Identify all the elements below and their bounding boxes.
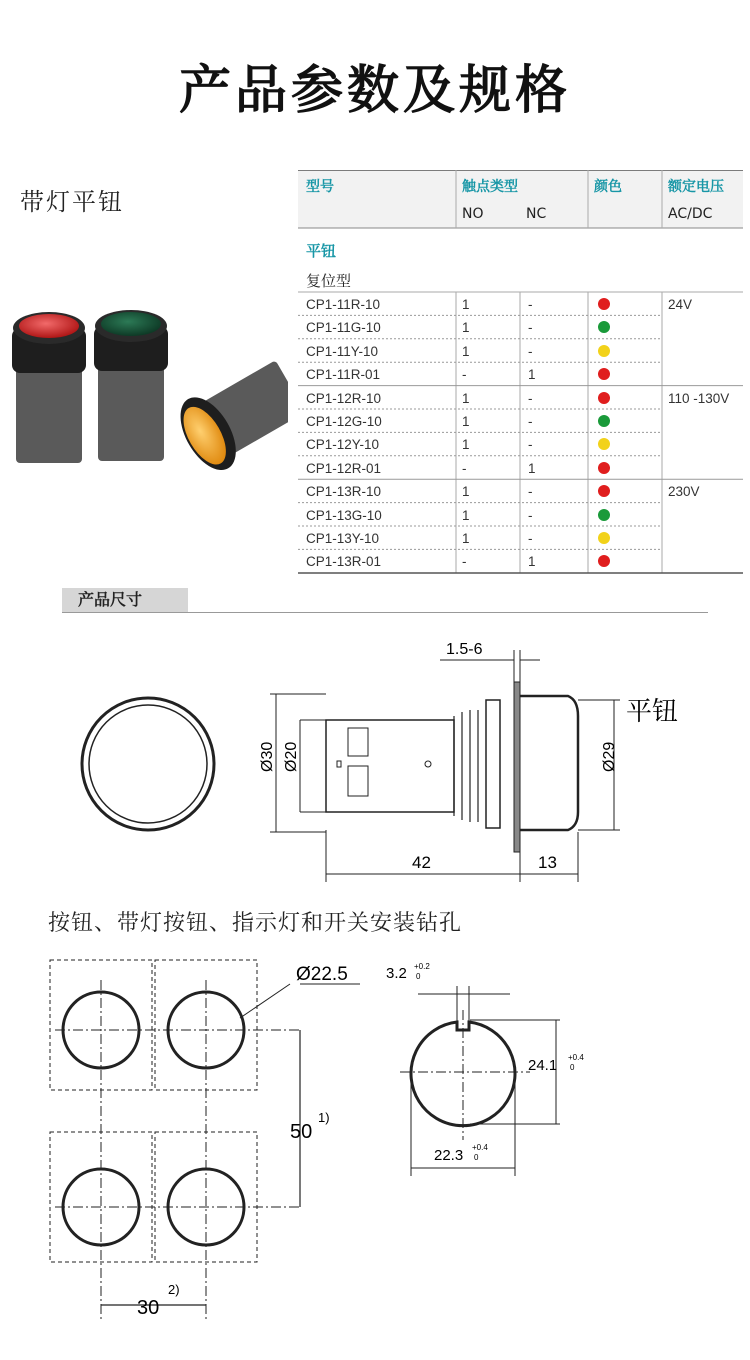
cell-model: CP1-11R-10 [306,297,381,312]
dimension-drawing [0,620,750,900]
cell-no: 1 [462,437,470,453]
cell-no: 1 [462,343,470,359]
header-voltage: 额定电压 [668,179,724,195]
hole-height-tol-top: +0.4 [568,1053,584,1062]
cell-no: 1 [462,390,470,406]
product-subtitle: 带灯平钮 [20,188,124,216]
cell-nc: 1 [528,367,536,383]
subheader-no: NO [462,206,484,222]
cell-nc: - [528,484,533,500]
table-row [298,549,743,572]
table-row [298,456,743,479]
cell-model: CP1-12Y-10 [306,437,380,453]
cell-model: CP1-13Y-10 [306,531,380,546]
drill-spacing-v: 50 [290,1121,313,1143]
page-title: 产品参数及规格 [178,61,571,121]
cell-model: CP1-13R-01 [306,554,382,570]
drill-note-v: 1) [318,1110,330,1125]
cell-nc: - [528,507,533,523]
table-row [298,292,743,315]
table-row [298,362,743,385]
section-divider [62,612,708,613]
cell-nc: - [528,390,533,406]
cell-voltage: 24V [668,297,693,312]
key-width-tol-top: +0.2 [414,962,430,971]
key-width: 3.2 [386,965,407,982]
section-title: 产品尺寸 [62,588,188,612]
cell-model: CP1-13R-10 [306,484,382,500]
color-indicator [598,555,610,567]
cell-no: - [462,460,467,476]
color-indicator [598,485,610,497]
drill-hole-dia: Ø22.5 [296,964,348,985]
type-label: 复位型 [306,272,352,290]
dim-d30: Ø30 [259,741,276,772]
cell-model: CP1-11R-01 [306,367,381,383]
color-indicator [598,532,610,544]
cell-model: CP1-11Y-10 [306,343,379,359]
header-color: 颜色 [594,179,622,195]
cell-no: 1 [462,320,470,336]
dim-d29: Ø29 [601,741,618,772]
cell-model: CP1-12R-10 [306,390,382,406]
color-indicator [598,462,610,474]
cell-nc: - [528,531,533,546]
drill-note-h: 2) [168,1282,180,1297]
cell-no: 1 [462,297,470,312]
cell-model: CP1-12R-01 [306,460,382,476]
cell-model: CP1-11G-10 [306,320,381,336]
color-indicator [598,321,610,333]
dim-d20: Ø20 [283,741,300,772]
dim-42: 42 [412,853,431,872]
color-indicator [598,509,610,521]
drill-title: 按钮、带灯按钮、指示灯和开关安装钻孔 [48,911,463,936]
cell-voltage: 110 -130V [668,390,730,406]
cell-nc: 1 [528,554,536,570]
dim-label: 平钮 [626,696,679,726]
hole-width-tol-bot: 0 [474,1153,479,1162]
header-contact: 触点类型 [462,179,518,195]
key-width-tol-bot: 0 [416,972,421,981]
product-photo [8,298,288,488]
cell-nc: - [528,297,533,312]
color-indicator [598,415,610,427]
spec-table [298,170,743,575]
table-row [298,315,743,338]
hole-height: 24.1 [528,1057,558,1074]
cell-nc: - [528,437,533,453]
table-row [298,339,743,362]
header-model: 型号 [306,179,334,195]
hole-width: 22.3 [434,1147,464,1164]
table-row [298,526,743,549]
cell-no: 1 [462,531,470,546]
cell-model: CP1-12G-10 [306,414,382,429]
table-row [298,503,743,526]
drill-spacing-h: 30 [137,1297,160,1319]
cell-nc: 1 [528,460,536,476]
cell-nc: - [528,320,533,336]
cell-no: 1 [462,507,470,523]
drill-drawing [0,950,750,1360]
group-label: 平钮 [306,242,337,260]
subheader-nc: NC [526,206,547,222]
cell-nc: - [528,343,533,359]
color-indicator [598,392,610,404]
color-indicator [598,438,610,450]
table-row [298,479,743,502]
table-row [298,432,743,455]
dim-range: 1.5-6 [446,641,483,658]
hole-height-tol-bot: 0 [570,1063,575,1072]
cell-no: 1 [462,484,470,500]
cell-no: - [462,367,467,383]
cell-nc: - [528,414,533,429]
color-indicator [598,298,610,310]
cell-no: - [462,554,467,570]
table-row [298,386,743,409]
dim-13: 13 [538,853,557,872]
cell-no: 1 [462,414,470,429]
table-row [298,409,743,432]
cell-voltage: 230V [668,484,700,500]
color-indicator [598,345,610,357]
color-indicator [598,368,610,380]
hole-width-tol-top: +0.4 [472,1143,488,1152]
subheader-acdc: AC/DC [668,206,713,222]
cell-model: CP1-13G-10 [306,507,382,523]
